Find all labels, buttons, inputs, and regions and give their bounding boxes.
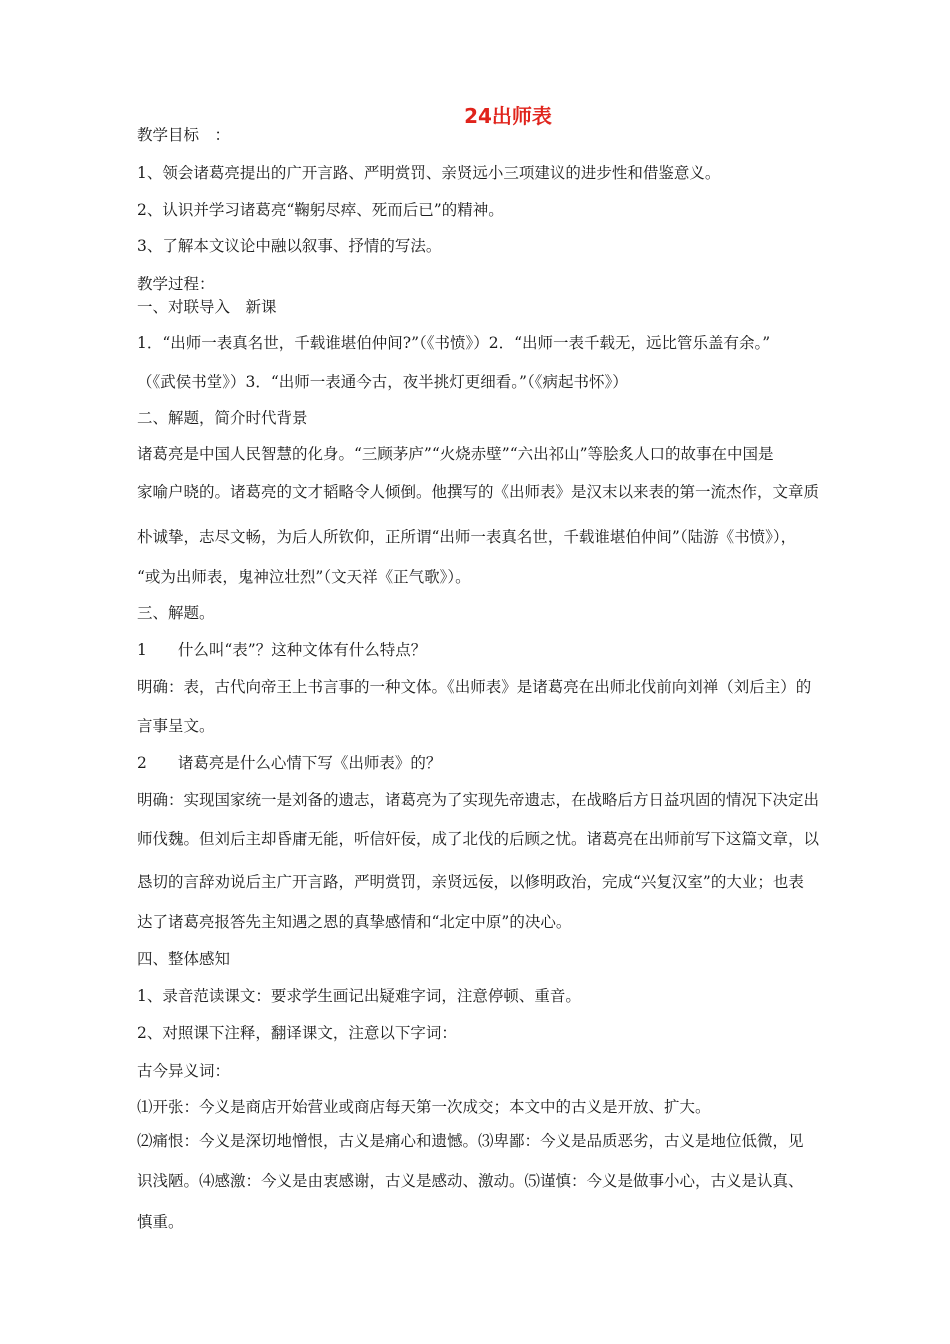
text-line: 明确：实现国家统一是刘备的遗志，诸葛亮为了实现先帝遗志，在战略后方日益巩固的情况下决定出 <box>137 791 820 809</box>
text-line: 识浅陋。⑷感激：今义是由衷感谢，古义是感动、激动。⑸谨慎：今义是做事小心，古义是认真、 <box>137 1172 804 1190</box>
text-line: 1、领会诸葛亮提出的广开言路、严明赏罚、亲贤远小三项建议的进步性和借鉴意义。 <box>137 164 721 182</box>
text-line: 1 什么叫“表”？这种文体有什么特点？ <box>137 641 427 659</box>
text-line: 1．“出师一表真名世，千载谁堪伯仲间?”（《书愤》）2．“出师一表千载无，远比管乐盖有余。” <box>137 334 771 352</box>
text-line: 2 诸葛亮是什么心情下写《出师表》的？ <box>137 754 442 772</box>
text-line: 言事呈文。 <box>137 717 215 735</box>
text-line: 1、录音范读课文：要求学生画记出疑难字词，注意停顿、重音。 <box>137 987 581 1005</box>
text-line: 2、认识并学习诸葛亮“鞠躬尽瘁、死而后已”的精神。 <box>137 201 504 219</box>
text-line: 诸葛亮是中国人民智慧的化身。“三顾茅庐”“火烧赤壁”“六出祁山”等脍炙人口的故事在中国是 <box>137 445 774 463</box>
text-line: 一、对联导入 新课 <box>137 298 277 316</box>
text-line: ⑴开张：今义是商店开始营业或商店每天第一次成交；本文中的古义是开放、扩大。 <box>137 1098 711 1116</box>
text-line: 恳切的言辞劝说后主广开言路，严明赏罚，亲贤远佞，以修明政治，完成“兴复汉室”的大业；也表 <box>137 873 804 891</box>
text-line: 达了诸葛亮报答先主知遇之恩的真挚感情和“北定中原”的决心。 <box>137 913 572 931</box>
text-line: 教学过程： <box>137 275 215 293</box>
text-line: 明确：表，古代向帝王上书言事的一种文体。《出师表》是诸葛亮在出师北伐前向刘禅（刘后主）的 <box>137 678 812 696</box>
text-line: 慎重。 <box>137 1213 184 1231</box>
text-line: ⑵痛恨：今义是深切地憎恨，古义是痛心和遗憾。⑶卑鄙：今义是品质恶劣，古义是地位低微，见 <box>137 1132 804 1150</box>
text-line: 3、了解本文议论中融以叙事、抒情的写法。 <box>137 237 442 255</box>
text-line: 2、对照课下注释，翻译课文，注意以下字词： <box>137 1024 457 1042</box>
text-line: 师伐魏。但刘后主却昏庸无能，听信奸佞，成了北伐的后顾之忧。诸葛亮在出师前写下这篇文章，以 <box>137 830 820 848</box>
text-line: 四、整体感知 <box>137 950 231 968</box>
text-line: 家喻户晓的。诸葛亮的文才韬略令人倾倒。他撰写的《出师表》是汉末以来表的第一流杰作，文章质 <box>137 483 820 501</box>
document-title: 24出师表 <box>464 104 552 128</box>
text-line: 二、解题，简介时代背景 <box>137 409 308 427</box>
text-line: 教学目标 ： <box>137 126 231 144</box>
text-line: “或为出师表，鬼神泣壮烈”（文天祥《正气歌》）。 <box>137 568 471 586</box>
text-line: 朴诚挚，志尽文畅，为后人所钦仰，正所谓“出师一表真名世，千载谁堪伯仲间”（陆游《书愤》）， <box>137 528 797 546</box>
text-line: （《武侯书堂》）3．“出师一表通今古，夜半挑灯更细看。”（《病起书怀》） <box>137 373 628 391</box>
text-line: 三、解题。 <box>137 604 215 622</box>
text-line: 古今异义词： <box>137 1062 231 1080</box>
